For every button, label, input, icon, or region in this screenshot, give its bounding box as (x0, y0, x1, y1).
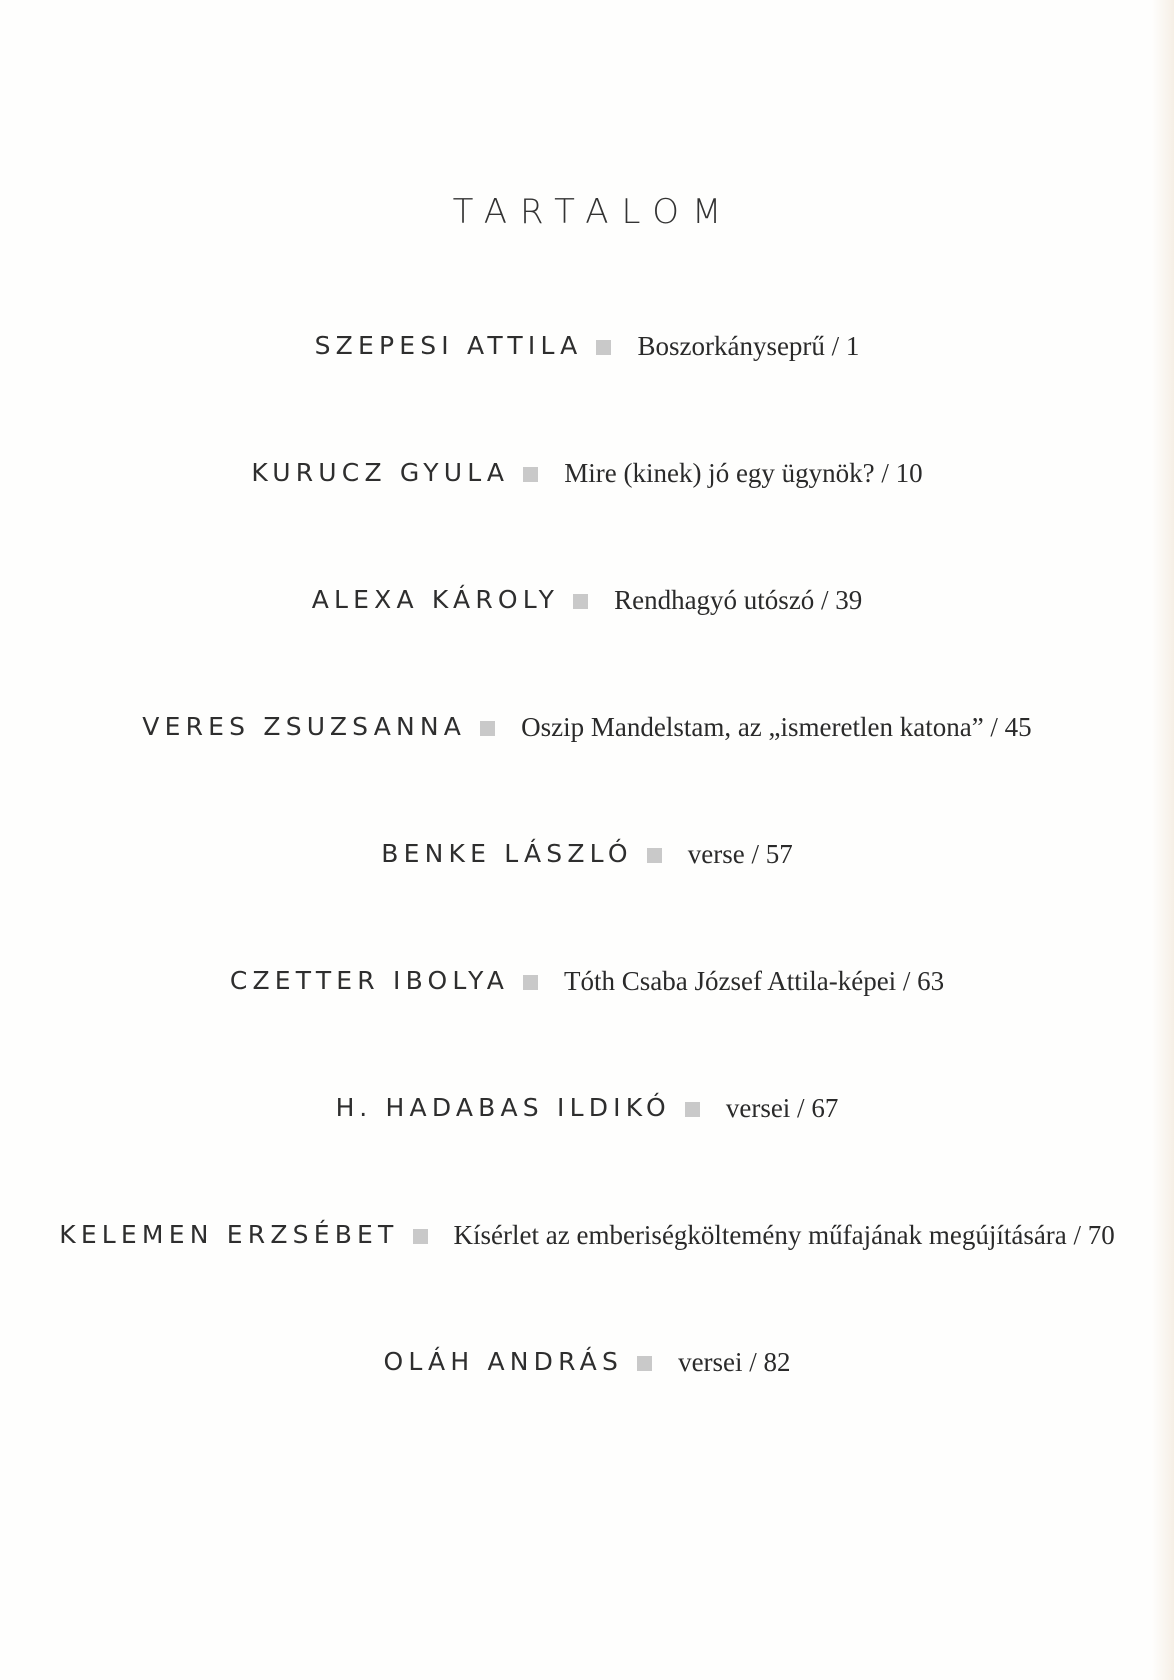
toc-title-page: Oszip Mandelstam, az „ismeretlen katona” / 45 (521, 712, 1032, 742)
toc-author: VERES ZSUZSANNA (142, 712, 467, 741)
toc-author: ALEXA KÁROLY (311, 585, 560, 614)
table-of-contents (0, 320, 1174, 1463)
toc-title-page: versei / 82 (678, 1347, 791, 1377)
toc-title-page: Boszorkányseprű / 1 (637, 331, 860, 361)
square-bullet-icon (573, 594, 588, 609)
toc-entry (0, 828, 1174, 955)
toc-title-page: Mire (kinek) jó egy ügynök? / 10 (564, 458, 923, 488)
toc-title-page: verse / 57 (687, 839, 793, 869)
square-bullet-icon (685, 1102, 700, 1117)
toc-author: CZETTER IBOLYA (229, 966, 510, 995)
toc-entry (0, 1336, 1174, 1463)
toc-author: KELEMEN ERZSÉBET (59, 1220, 399, 1249)
toc-entry (0, 955, 1174, 1082)
square-bullet-icon (647, 848, 662, 863)
toc-entry (0, 574, 1174, 701)
toc-title-page: Tóth Csaba József Attila-képei / 63 (564, 966, 945, 996)
toc-entry (0, 320, 1174, 447)
square-bullet-icon (480, 721, 495, 736)
square-bullet-icon (596, 340, 611, 355)
toc-title-page: Rendhagyó utószó / 39 (614, 585, 863, 615)
toc-entry (0, 1209, 1174, 1336)
toc-entry (0, 447, 1174, 574)
square-bullet-icon (523, 467, 538, 482)
square-bullet-icon (523, 975, 538, 990)
page-title: TARTALOM (452, 192, 735, 232)
toc-author: SZEPESI ATTILA (314, 331, 583, 360)
toc-title-page: Kísérlet az emberiségköltemény műfajának megújítására / 70 (453, 1220, 1115, 1250)
square-bullet-icon (637, 1356, 652, 1371)
toc-title-page: versei / 67 (725, 1093, 839, 1123)
toc-author: BENKE LÁSZLÓ (381, 839, 633, 868)
toc-entry (0, 701, 1174, 828)
square-bullet-icon (413, 1229, 428, 1244)
toc-entry (0, 1082, 1174, 1209)
toc-author: KURUCZ GYULA (251, 458, 510, 487)
toc-author: H. HADABAS ILDIKÓ (335, 1093, 671, 1122)
toc-author: OLÁH ANDRÁS (383, 1347, 624, 1376)
